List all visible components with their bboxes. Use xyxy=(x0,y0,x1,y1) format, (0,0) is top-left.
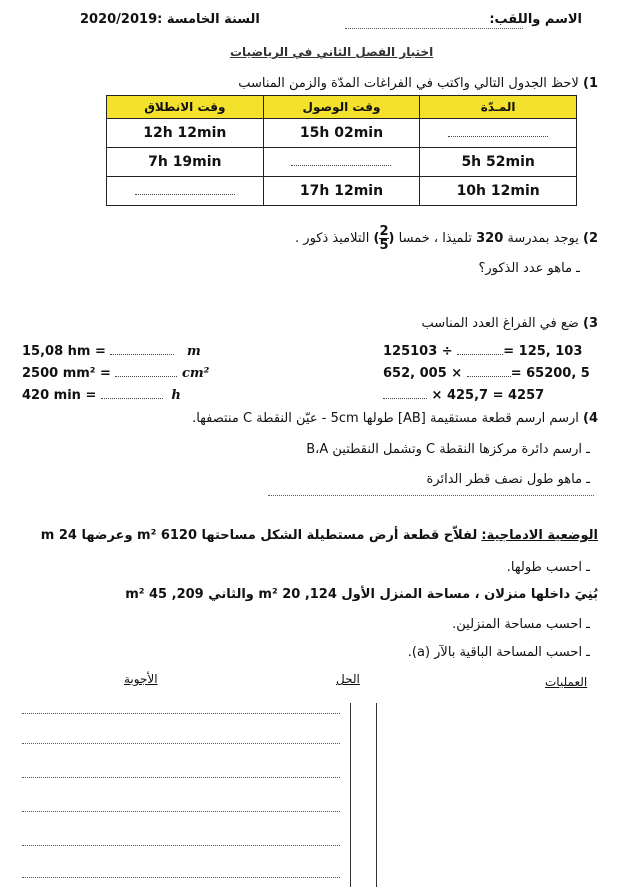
q2-count: 320 xyxy=(476,231,504,246)
situation-line4: ـ احسب مساحة المنزلين. xyxy=(452,617,590,632)
q4-line1 xyxy=(18,411,598,426)
q3-text: ضع في الفراغ العدد المناسب xyxy=(421,316,579,331)
q3-left-1-blank[interactable] xyxy=(110,354,174,355)
col-answers-label: الأجوبة xyxy=(124,672,158,686)
answer-line[interactable] xyxy=(22,845,340,846)
column-divider-right xyxy=(376,703,377,887)
fraction-numerator: 2 xyxy=(379,224,389,239)
cell-departure-2: 7h 19min xyxy=(107,148,264,177)
cell-duration-3: 10h 12min xyxy=(420,177,577,206)
q2-question: ـ ماهو عدد الذكور؟ xyxy=(478,261,580,276)
header-departure: وقت الانطلاق xyxy=(107,96,264,119)
answer-line[interactable] xyxy=(22,743,340,744)
cell-duration-1-blank[interactable] xyxy=(420,119,577,148)
cell-duration-2: 5h 52min xyxy=(420,148,577,177)
name-label: الاسم واللقب: xyxy=(489,12,582,27)
q3-left-2 xyxy=(22,366,209,381)
page-title: اختبار الفصل الثاني في الرياضيات xyxy=(230,45,434,59)
answer-line[interactable] xyxy=(22,777,340,778)
column-divider-left xyxy=(350,703,351,887)
q3-right-3 xyxy=(383,388,544,403)
q3-left-2-a: 2500 mm² = xyxy=(22,366,111,381)
answer-line[interactable] xyxy=(22,811,340,812)
q1-prompt xyxy=(38,76,598,91)
q3-left-3-a: 420 min = xyxy=(22,388,97,403)
col-solution-label: الحل xyxy=(336,672,360,686)
q3-right-1 xyxy=(383,344,582,359)
col-operations-label: العمليات xyxy=(545,675,588,689)
q4-text-1: ارسم ارسم قطعة مستقيمة [AB] طولها 5cm - عيّن النقطة C منتصفها. xyxy=(192,411,579,426)
q3-right-2-a: 652, 005 × xyxy=(383,366,463,381)
cell-departure-1: 12h 12min xyxy=(107,119,264,148)
q1-text: لاحظ الجدول التالي واكتب في الفراغات المدّة والزمن المناسب xyxy=(238,76,579,91)
cell-arrival-2-blank[interactable] xyxy=(263,148,420,177)
q3-right-1-blank[interactable] xyxy=(457,354,503,355)
q1-number: 1) xyxy=(583,76,598,91)
q3-left-3-blank[interactable] xyxy=(101,398,163,399)
q4-number: 4) xyxy=(583,411,598,426)
answer-line[interactable] xyxy=(22,877,340,878)
situation-line5: ـ احسب المساحة الباقية بالآر (a). xyxy=(407,645,590,660)
q3-right-3-b: × 425,7 = 4257 xyxy=(431,388,545,403)
situation-line3: بُنِيَ داخلها منزلان ، مساحة المنزل الأول 124, 20 m² والثاني 209, 45 m² xyxy=(125,587,598,602)
q3-left-3-unit: h xyxy=(171,388,181,403)
cell-arrival-3: 17h 12min xyxy=(263,177,420,206)
q3-number: 3) xyxy=(583,316,598,331)
cell-departure-3-blank[interactable] xyxy=(107,177,264,206)
q3-left-2-unit: cm² xyxy=(181,366,210,381)
q3-left-1 xyxy=(22,344,201,359)
q3-right-1-b: = 125, 103 xyxy=(503,344,583,359)
q2-line xyxy=(38,224,598,254)
answer-line[interactable] xyxy=(22,713,340,714)
q3-right-2-b: = 65200, 5 xyxy=(510,366,590,381)
q3-left-2-blank[interactable] xyxy=(115,376,177,377)
q3-right-1-a: 125103 ÷ xyxy=(383,344,453,359)
q2-text-b: تلميذا ، خمسا xyxy=(398,231,472,246)
q3-right-2 xyxy=(383,366,590,381)
situation-text-1: لفلاّح قطعة أرض مستطيلة الشكل مساحتها 6120 m² وعرضها 24 m xyxy=(40,528,478,543)
q4-line2: ـ ارسم دائرة مركزها النقطة C وتشمل النقطتين B،A xyxy=(306,442,590,457)
cell-arrival-1: 15h 02min xyxy=(263,119,420,148)
situation-title: الوضعية الادماجية: xyxy=(481,528,598,543)
header-arrival: وقت الوصول xyxy=(263,96,420,119)
q3-right-2-blank[interactable] xyxy=(467,376,511,377)
name-line xyxy=(345,28,523,29)
fraction-denominator: 5 xyxy=(379,238,389,253)
q3-prompt xyxy=(38,316,598,331)
q4-line3: ـ ماهو طول نصف قطر الدائرة xyxy=(426,472,590,487)
situation-line2: ـ احسب طولها. xyxy=(506,560,590,575)
q3-right-3-blank[interactable] xyxy=(383,398,427,399)
q2-text-a: يوجد بمدرسة xyxy=(507,231,579,246)
q3-left-1-unit: m xyxy=(186,344,201,359)
situation-line1 xyxy=(8,528,598,543)
q2-text-c: التلاميذ ذكور . xyxy=(295,231,370,246)
q3-left-3 xyxy=(22,388,181,403)
time-table xyxy=(106,95,577,206)
q4-answer-line xyxy=(268,495,594,496)
answer-area xyxy=(20,693,598,887)
header-duration: المـدّة xyxy=(420,96,577,119)
q2-number: 2) xyxy=(583,231,598,246)
year-label: 2020/2019: السنة الخامسة xyxy=(80,12,260,27)
q3-left-1-a: 15,08 hm = xyxy=(22,344,106,359)
q2-fraction: ( $\frac{2}{5}$ ) xyxy=(373,224,395,253)
